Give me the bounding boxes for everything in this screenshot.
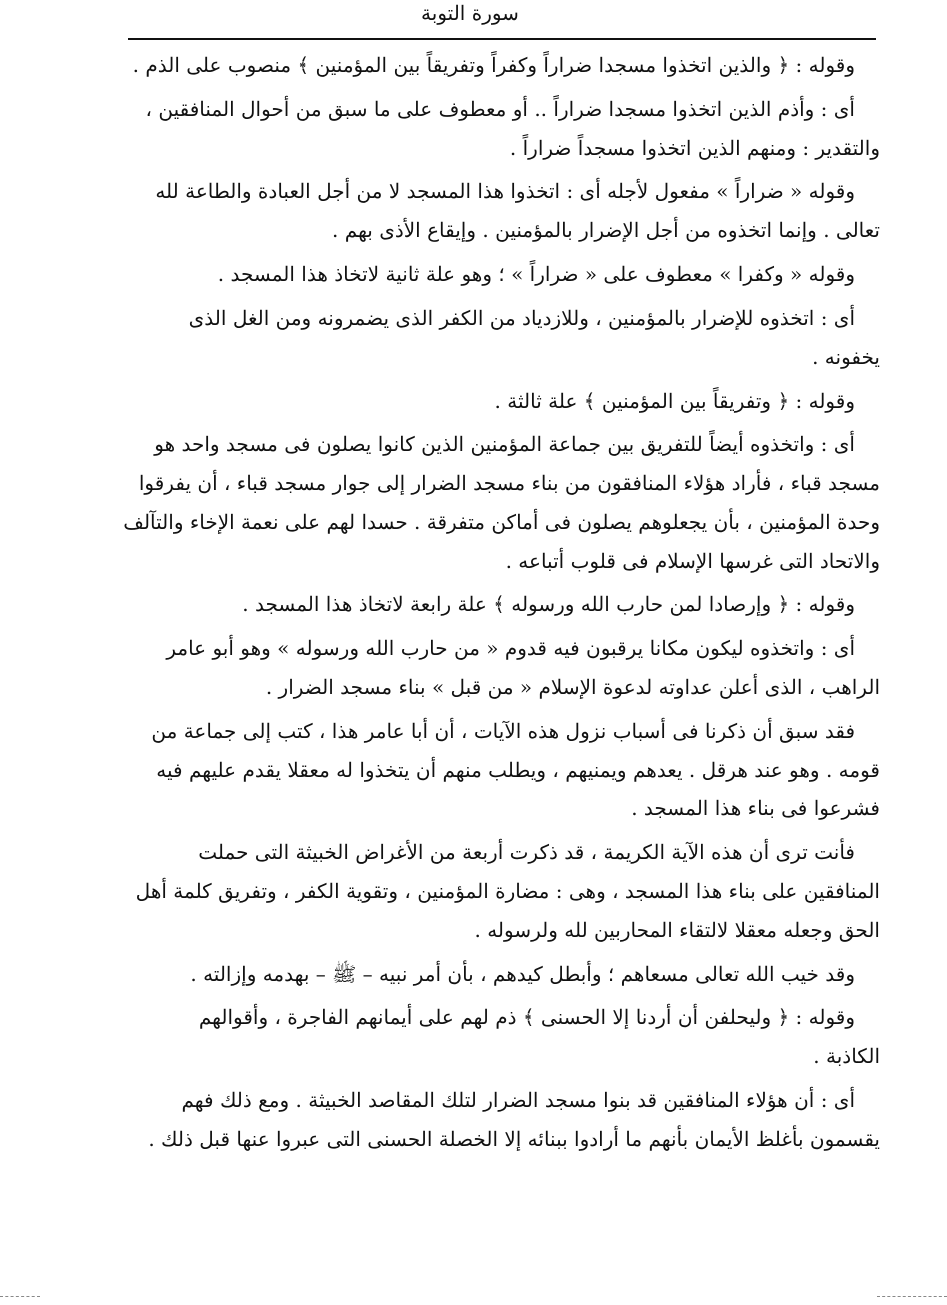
text-line: فشرعوا فى بناء هذا المسجد .	[631, 796, 880, 821]
paragraph	[118, 299, 880, 376]
text-line: يقسمون بأغلظ الأيمان بأنهم ما أرادوا ببنائه إلا الخصلة الحسنى التى عبروا عنها قبل ذلك .	[148, 1126, 880, 1151]
paragraph	[118, 46, 880, 85]
text-line: تعالى . وإنما اتخذوه من أجل الإضرار بالمؤمنين . وإيقاع الأذى بهم .	[332, 218, 880, 243]
text-line: يخفونه .	[812, 344, 880, 369]
paragraph	[118, 382, 880, 421]
text-line: مسجد قباء ، فأراد هؤلاء المنافقون من بناء مسجد الضرار إلى جوار مسجد قباء ، أن يفرقوا	[138, 471, 880, 496]
paragraph	[118, 172, 880, 249]
scan-edge-mark-left	[0, 1296, 40, 1297]
text-line: والتقدير : ومنهم الذين اتخذوا مسجداً ضراراً .	[509, 135, 880, 160]
text-line: وقوله : ﴿ وليحلفن أن أردنا إلا الحسنى ﴾ ذم لهم على أيمانهم الفاجرة ، وأقوالهم	[198, 1005, 855, 1030]
text-line: وقوله « ضراراً » مفعول لأجله أى : اتخذوا هذا المسجد لا من أجل العبادة والطاعة لله	[155, 179, 855, 204]
text-line: وقوله : ﴿ وتفريقاً بين المؤمنين ﴾ علة ثالثة .	[494, 388, 855, 413]
text-line: المنافقين على بناء هذا المسجد ، وهى : مضارة المؤمنين ، وتقوية الكفر ، وتفريق كلمة أهل	[135, 878, 880, 903]
text-line: أى : وأذم الذين اتخذوا مسجدا ضراراً .. أو معطوف على ما سبق من أحوال المنافقين ،	[145, 96, 855, 121]
paragraph	[118, 585, 880, 624]
paragraph	[118, 1081, 880, 1158]
text-line: الكاذبة .	[813, 1044, 880, 1069]
paragraph	[118, 255, 880, 294]
paragraph	[118, 425, 880, 580]
text-line: فقد سبق أن ذكرنا فى أسباب نزول هذه الآيات ، أن أبا عامر هذا ، كتب إلى جماعة من	[151, 718, 855, 743]
header-rule	[128, 38, 876, 40]
scan-edge-mark-right	[877, 1296, 947, 1297]
text-line: وقد خيب الله تعالى مسعاهم ؛ وأبطل كيدهم ، بأن أمر نبيه – ﷺ – بهدمه وإزالته .	[190, 961, 855, 986]
text-line: وقوله : ﴿ وإرصادا لمن حارب الله ورسوله ﴾ علة رابعة لاتخاذ هذا المسجد .	[242, 592, 855, 617]
text-line: وقوله « وكفرا » معطوف على « ضراراً » ؛ وهو علة ثانية لاتخاذ هذا المسجد .	[217, 262, 855, 287]
running-title: سورة التوبة	[421, 1, 519, 25]
text-line: والاتحاد التى غرسها الإسلام فى قلوب أتباعه .	[505, 548, 880, 573]
text-line: قومه . وهو عند هرقل . يعدهم ويمنيهم ، ويطلب منهم أن يتخذوا له معقلا يقدم عليهم فيه	[156, 757, 880, 782]
text-line: وقوله : ﴿ والذين اتخذوا مسجدا ضراراً وكفراً وتفريقاً بين المؤمنين ﴾ منصوب على الذم .	[132, 53, 855, 77]
text-line: فأنت ترى أن هذه الآية الكريمة ، قد ذكرت أربعة من الأغراض الخبيثة التى حملت	[198, 840, 855, 865]
text-line: أى : اتخذوه للإضرار بالمؤمنين ، وللازدياد من الكفر الذى يضمرونه ومن الغل الذى	[188, 305, 855, 330]
text-line: الحق وجعله معقلا لالتقاء المحاربين لله ولرسوله .	[474, 917, 880, 942]
text-line: أى : واتخذوه ليكون مكانا يرقبون فيه قدوم « من حارب الله ورسوله » وهو أبو عامر	[166, 636, 855, 661]
text-line: أى : واتخذوه أيضاً للتفريق بين جماعة المؤمنين الذين كانوا يصلون فى مسجد واحد هو	[154, 432, 855, 457]
paragraph	[118, 629, 880, 706]
page-body	[118, 46, 880, 1164]
text-line: وحدة المؤمنين ، بأن يجعلوهم يصلون فى أماكن متفرقة . حسدا لهم على نعمة الإخاء والتآلف	[123, 509, 880, 534]
paragraph	[118, 712, 880, 828]
paragraph	[118, 833, 880, 949]
paragraph	[118, 998, 880, 1075]
text-line: أى : أن هؤلاء المنافقين قد بنوا مسجد الضرار لتلك المقاصد الخبيثة . ومع ذلك فهم	[181, 1088, 855, 1113]
paragraph	[118, 90, 880, 167]
text-line: الراهب ، الذى أعلن عداوته لدعوة الإسلام « من قبل » بناء مسجد الضرار .	[265, 675, 880, 700]
paragraph	[118, 955, 880, 994]
